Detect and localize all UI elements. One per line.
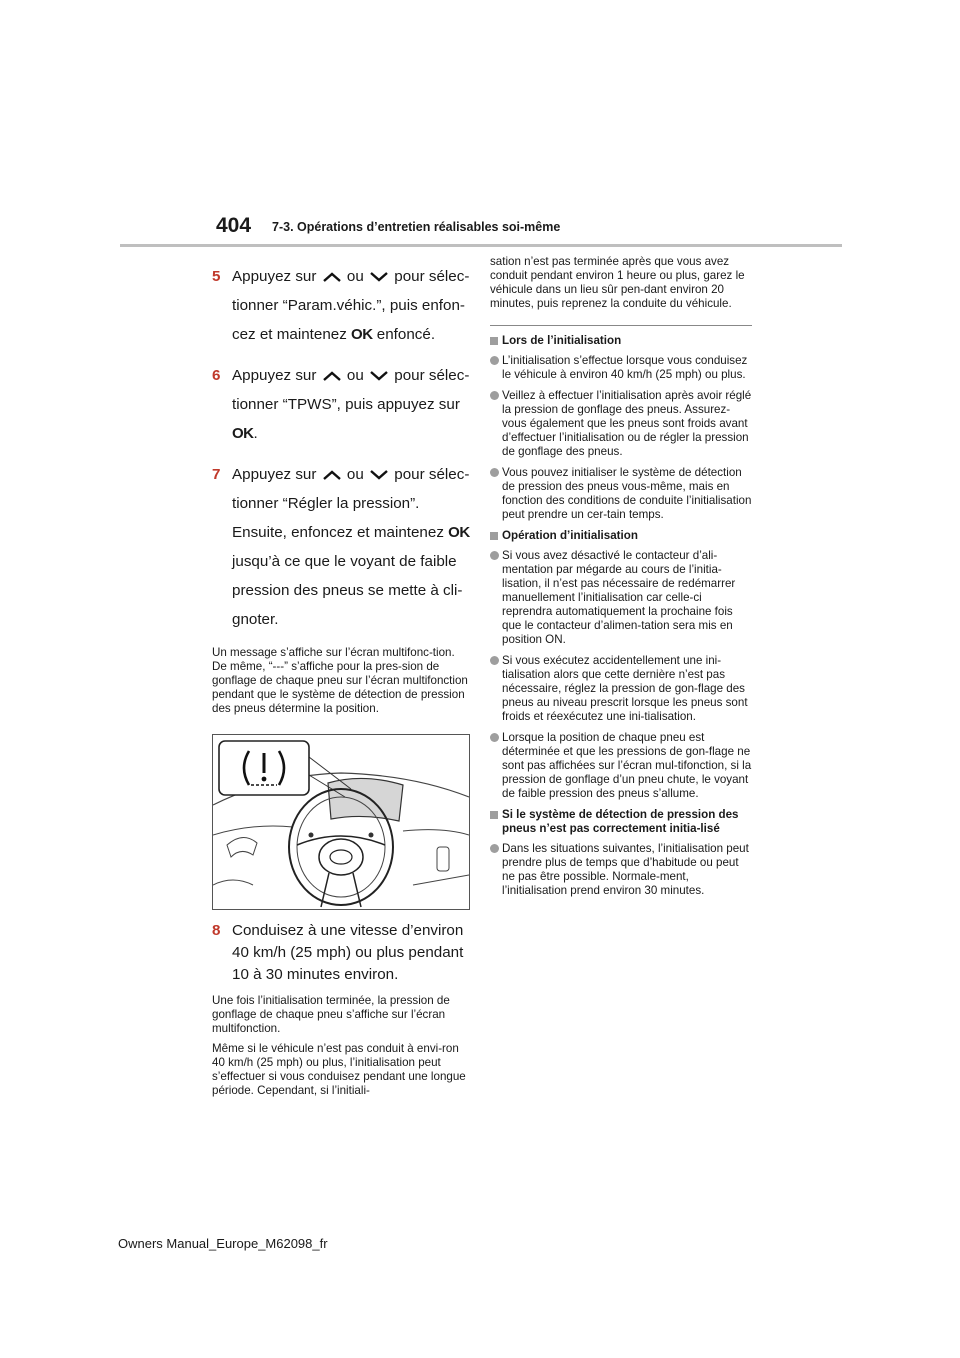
bullet-item: L’initialisation s’effectue lorsque vous conduisez le véhicule à environ 40 km/h (25 mph) ou plus. — [490, 354, 752, 382]
step-7 — [212, 460, 470, 634]
chevron-down-icon — [368, 270, 390, 284]
step-text: Appuyez sur — [232, 466, 317, 483]
bullet-item: Veillez à effectuer l’initialisation après avoir réglé la pression de gonflage des pneus. Assurez-vous également que les pneus sont froids avant d’effectuer l’initialisation ou de régler la pression de gonflage des pneus. — [490, 389, 752, 459]
step-text: ou — [346, 367, 364, 384]
step-text: pour sélec- — [394, 268, 470, 285]
section-heading: Si le système de détection de pression des pneus n’est pas correctement initia-lisé — [490, 808, 752, 836]
section-divider — [490, 325, 752, 326]
step-text: tionner “Param.véhic.”, puis enfon- — [232, 297, 465, 314]
step-text: tionner “TPWS”, puis appuyez sur — [232, 396, 460, 413]
chevron-up-icon — [321, 369, 343, 383]
step-text: pour sélec- — [394, 367, 470, 384]
header-rule — [120, 244, 842, 247]
step-text: tionner “Régler la pression”. — [232, 495, 420, 512]
ok-icon: OK — [232, 425, 254, 442]
right-column — [490, 255, 752, 905]
step-number: 5 — [212, 268, 221, 285]
chevron-down-icon — [368, 468, 390, 482]
left-column — [212, 262, 470, 1104]
step-text: pour sélec- — [394, 466, 470, 483]
step-text: 40 km/h (25 mph) ou plus pendant — [232, 944, 464, 961]
step-text: ou — [346, 466, 364, 483]
section-title: 7-3. Opérations d’entretien réalisables soi-même — [272, 220, 561, 234]
step-number: 8 — [212, 922, 221, 939]
page-number: 404 — [216, 214, 252, 237]
section-heading: Opération d’initialisation — [490, 529, 752, 543]
ok-icon: OK — [448, 524, 470, 541]
note-text: Une fois l’initialisation terminée, la pression de gonflage de chaque pneu s’affiche sur l’écran multifonction. — [212, 994, 450, 1035]
bullet-item: Dans les situations suivantes, l’initialisation peut prendre plus de temps que d’habitude ou peut ne pas être possible. Normale-ment, l’initialisation prend environ 30 minutes. — [490, 842, 752, 898]
chevron-up-icon — [321, 468, 343, 482]
dashboard-illustration — [212, 734, 470, 910]
ok-icon: OK — [351, 326, 373, 343]
footer-text: Owners Manual_Europe_M62098_fr — [118, 1236, 328, 1251]
step-text: jusqu’à ce que le voyant de faible — [232, 553, 457, 570]
step-text: ou — [346, 268, 364, 285]
step-text: 10 à 30 minutes environ. — [232, 966, 399, 983]
bullet-item: Vous pouvez initialiser le système de détection de pression des pneus vous-même, mais en fonction des conditions de conduite l’initialisation peut prendre un cer-tain temps. — [490, 466, 752, 522]
section-heading: Lors de l’initialisation — [490, 334, 752, 348]
bullet-item: Si vous avez désactivé le contacteur d’ali-mentation par mégarde au cours de l’initia-lisation, il n’est pas nécessaire de redémarrer manuellement l’initialisation car celle-ci reprendra automatiquement la prochaine fois que le contacteur d’alimen-tation sera mis en position ON. — [490, 549, 752, 647]
step-text: Appuyez sur — [232, 367, 317, 384]
step-text: Conduisez à une vitesse d’environ — [232, 922, 464, 939]
step-text: Appuyez sur — [232, 268, 317, 285]
step-5 — [212, 262, 470, 349]
bullet-item: Si vous exécutez accidentellement une ini-tialisation alors que cette dernière n’est pas nécessaire, réglez la pression de gon-flage des pneus au niveau prescrit lorsque les pneus sont froids et réexécutez une ini-tialisation. — [490, 654, 752, 724]
step-number: 7 — [212, 466, 221, 483]
chevron-up-icon — [321, 270, 343, 284]
step-text: cez et maintenez — [232, 326, 347, 343]
step-8 — [212, 920, 470, 986]
note-text: Un message s’affiche sur l’écran multifonc-tion. De même, “---” s’affiche pour la pres-sion de gonflage de chaque pneu sur l’écran multifonction pendant que le système de détection de pression des pneus détermine la position. — [212, 646, 468, 715]
continued-text: sation n’est pas terminée après que vous avez conduit pendant environ 1 heure ou plus, garez le véhicule dans un lieu sûr pen-dant environ 20 minutes, puis reprenez la conduite du véhicule. — [490, 255, 745, 310]
step-text: enfoncé. — [376, 326, 436, 343]
step-text: pression des pneus se mette à cli- — [232, 582, 463, 599]
step-text: Ensuite, enfoncez et maintenez — [232, 524, 444, 541]
step-6 — [212, 361, 470, 448]
bullet-item: Lorsque la position de chaque pneu est déterminée et que les pressions de gon-flage ne sont pas affichées sur l’écran mul-tifonction, si la pression de gonflage d’un pneu chute, le voyant de faible pression des pneus s’allume. — [490, 731, 752, 801]
step-text: gnoter. — [232, 611, 279, 628]
chevron-down-icon — [368, 369, 390, 383]
step-number: 6 — [212, 367, 221, 384]
step-text: . — [253, 425, 258, 442]
dashboard-drawing — [213, 735, 469, 909]
note-text: Même si le véhicule n’est pas conduit à envi-ron 40 km/h (25 mph) ou plus, l’initialisation peut s’effectuer si vous conduisez pendant une longue période. Cependant, si l’initiali- — [212, 1042, 466, 1097]
